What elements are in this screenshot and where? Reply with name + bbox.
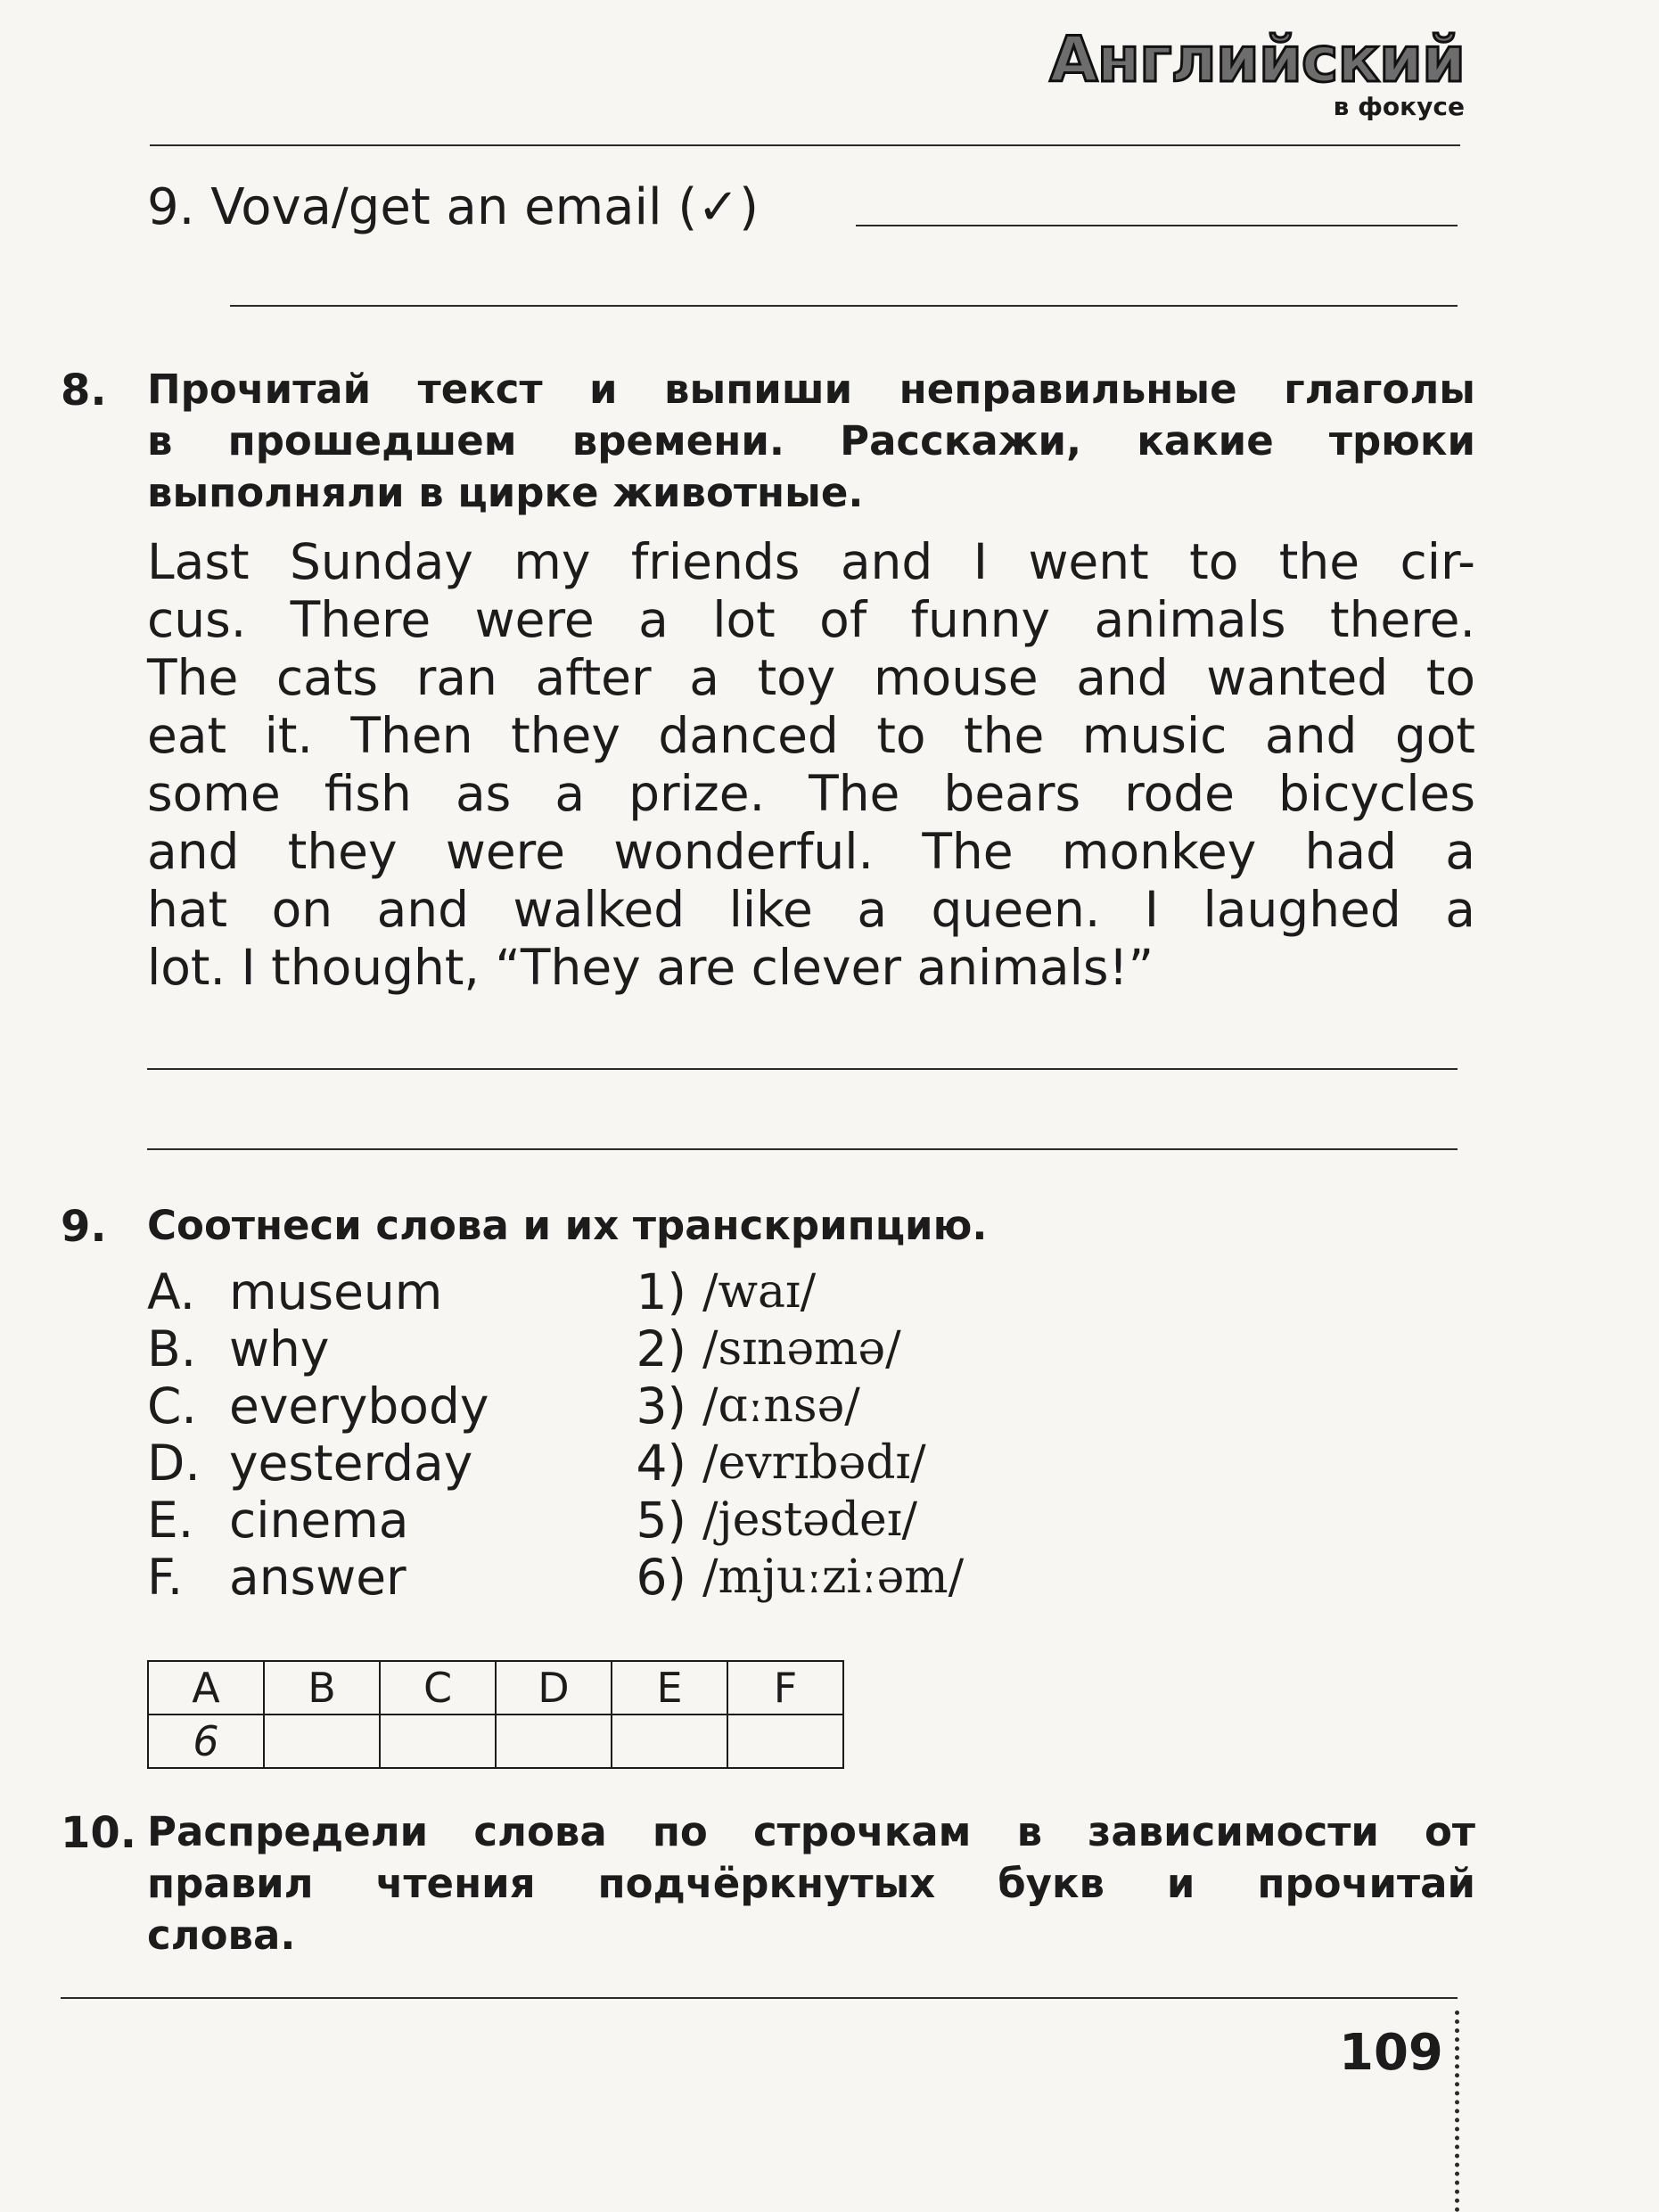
word-letter: B.	[147, 1320, 197, 1377]
transcription-number: 4)	[636, 1435, 686, 1492]
table-header-cell: C	[380, 1661, 496, 1715]
transcription-number: 3)	[636, 1377, 686, 1435]
table-answer-cell[interactable]	[727, 1715, 843, 1768]
story-line: and they were wonderful. The monkey had a	[147, 823, 1475, 880]
task-10-instruction	[147, 1806, 1475, 1961]
answer-table	[147, 1660, 844, 1769]
table-answer-cell[interactable]	[264, 1715, 380, 1768]
transcription-number: 1)	[636, 1263, 686, 1320]
footer-divider	[61, 1997, 1458, 1999]
transcription: /ɑːnsə/	[702, 1379, 860, 1433]
word: everybody	[229, 1377, 489, 1435]
transcription: /mjuːziːəm/	[702, 1550, 965, 1604]
task-10-number: 10.	[61, 1808, 137, 1858]
task-9-instruction: Соотнеси слова и их транскрипцию.	[147, 1202, 988, 1249]
answer-line[interactable]	[230, 305, 1458, 307]
table-header-cell: E	[612, 1661, 727, 1715]
transcription-number: 5)	[636, 1492, 686, 1549]
word: answer	[229, 1549, 407, 1606]
answer-line[interactable]	[147, 1068, 1458, 1070]
page-edge-dotted-line	[1455, 2011, 1465, 2212]
word-letter: D.	[147, 1435, 201, 1492]
transcription: /jestədeɪ/	[702, 1493, 917, 1547]
story-line: The cats ran after a toy mouse and wanted to	[147, 649, 1475, 706]
story-line: some fish as a prize. The bears rode bicycles	[147, 765, 1475, 822]
instruction-line: в прошедшем времени. Расскажи, какие трюки	[147, 417, 1475, 465]
task-8-instruction	[147, 364, 1475, 519]
answer-line[interactable]	[147, 1148, 1458, 1150]
task-8-number: 8.	[61, 366, 107, 415]
word-letter: A.	[147, 1263, 196, 1320]
table-answer-cell[interactable]	[496, 1715, 612, 1768]
transcription-number: 6)	[636, 1549, 686, 1606]
word-letter: F.	[147, 1549, 184, 1606]
logo-title: Английский	[1049, 23, 1465, 96]
instruction-line: выполняли в цирке животные.	[147, 469, 864, 516]
exercise-item-9: 9. Vova/get an email (✓)	[147, 178, 759, 236]
table-answer-cell[interactable]	[380, 1715, 496, 1768]
header-divider	[150, 144, 1460, 146]
story-line: cus. There were a lot of funny animals there.	[147, 591, 1475, 648]
instruction-line: Прочитай текст и выпиши неправильные глаголы	[147, 366, 1475, 413]
transcription: /evrɪbədɪ/	[702, 1436, 926, 1490]
word: museum	[229, 1263, 443, 1320]
word-letter: E.	[147, 1492, 194, 1549]
circus-story	[147, 533, 1475, 997]
table-answer-cell[interactable]	[612, 1715, 727, 1768]
instruction-line: правил чтения подчёркнутых букв и прочитай	[147, 1860, 1475, 1907]
table-header-cell: A	[148, 1661, 264, 1715]
task-9-number: 9.	[61, 1202, 107, 1252]
instruction-line: Распредели слова по строчкам в зависимости от	[147, 1808, 1475, 1855]
transcription: /waɪ/	[702, 1265, 817, 1319]
table-header-cell: B	[264, 1661, 380, 1715]
word: yesterday	[229, 1435, 473, 1492]
table-answer-row	[148, 1715, 843, 1768]
transcription: /sɪnəmə/	[702, 1322, 901, 1376]
table-header-cell: F	[727, 1661, 843, 1715]
instruction-line: слова.	[147, 1912, 296, 1959]
story-line: eat it. Then they danced to the music and got	[147, 707, 1475, 764]
table-header-row	[148, 1661, 843, 1715]
story-line: Last Sunday my friends and I went to the cir-	[147, 533, 1475, 590]
publisher-logo	[1049, 23, 1465, 121]
logo-subtitle: в фокусе	[1333, 92, 1465, 121]
story-line: hat on and walked like a queen. I laughed a	[147, 881, 1475, 938]
table-header-cell: D	[496, 1661, 612, 1715]
table-answer-cell[interactable]: 6	[148, 1715, 264, 1768]
word: why	[229, 1320, 330, 1377]
word-letter: C.	[147, 1377, 197, 1435]
story-line: lot. I thought, “They are clever animals!”	[147, 939, 1154, 996]
transcription-number: 2)	[636, 1320, 686, 1377]
answer-line[interactable]	[856, 225, 1458, 226]
page-number: 109	[1339, 2024, 1443, 2082]
word: cinema	[229, 1492, 409, 1549]
